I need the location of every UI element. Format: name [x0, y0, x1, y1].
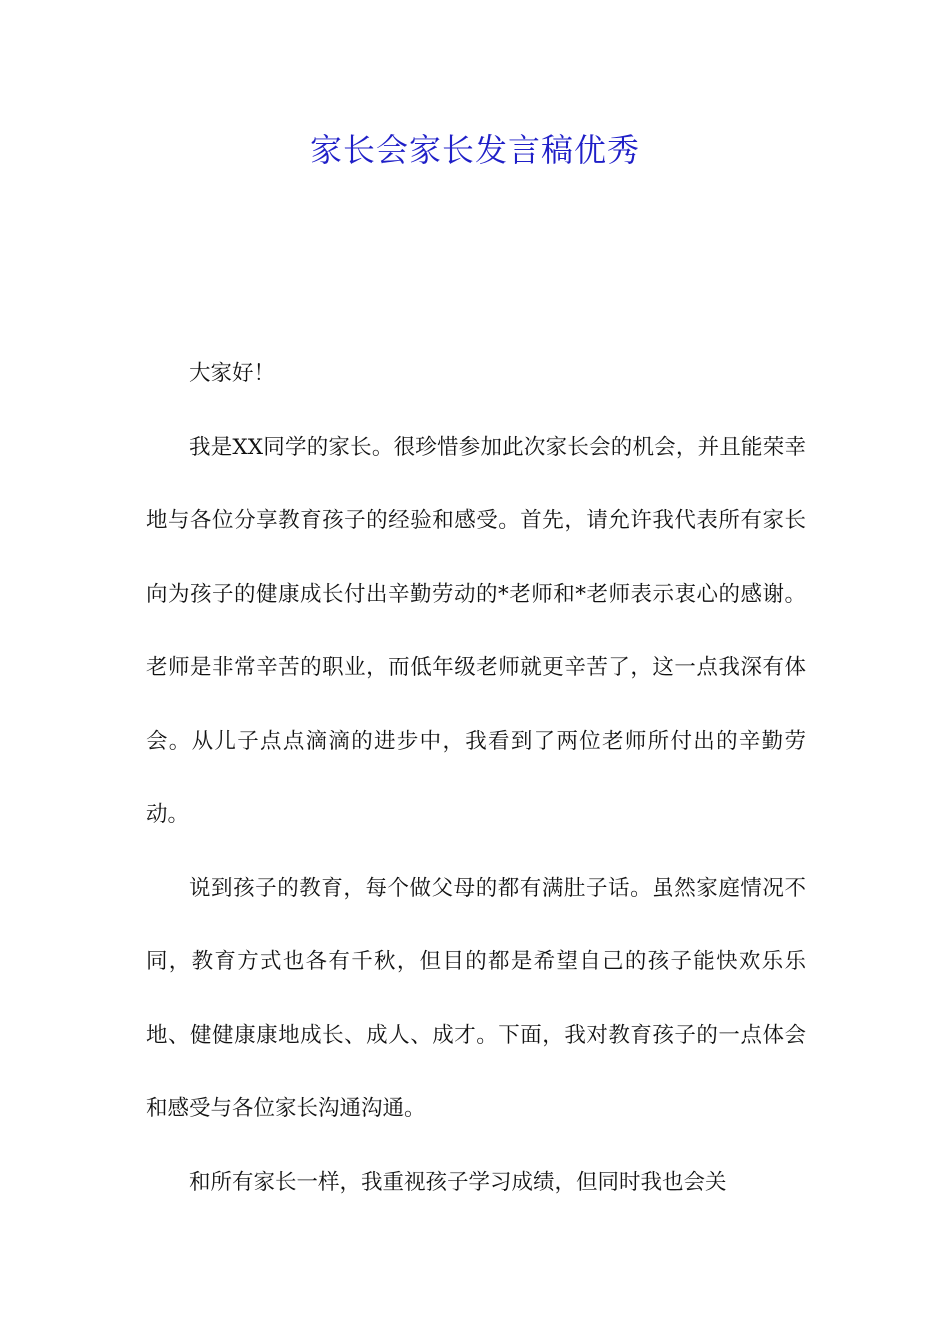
document-title: 家长会家长发言稿优秀: [309, 131, 640, 169]
document-body: [146, 337, 806, 1219]
paragraph-education: 说到孩子的教育，每个做父母的都有满肚子话。虽然家庭情况不同，教育方式也各有千秋，但目的都是希望自己的孩子能快欢乐乐地、健健康康地成长、成人、成才。下面，我对教育孩子的一点体会和感受与各位家长沟通沟通。: [146, 875, 806, 1121]
paragraph-introduction: 我是XX同学的家长。很珍惜参加此次家长会的机会，并且能荣幸地与各位分享教育孩子的经验和感受。首先，请允许我代表所有家长向为孩子的健康成长付出辛勤劳动的*老师和*老师表示衷心的感谢。老师是非常辛苦的职业，而低年级老师就更辛苦了，这一点我深有体会。从儿子点点滴滴的进步中，我看到了两位老师所付出的辛勤劳动。: [146, 434, 806, 827]
paragraph-greeting: 大家好！: [189, 361, 276, 386]
paragraph-grades: 和所有家长一样，我重视孩子学习成绩，但同时我也会关: [189, 1169, 727, 1195]
